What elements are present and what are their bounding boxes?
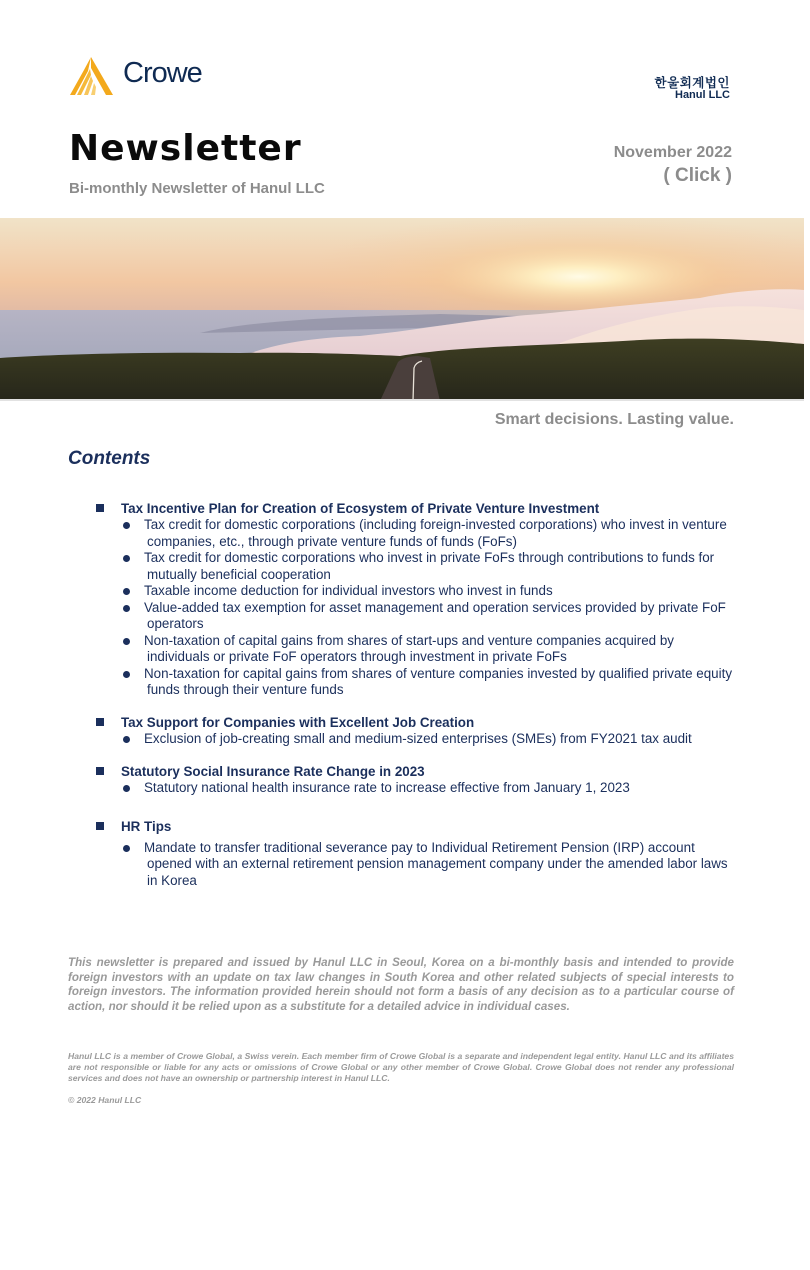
toc-section-title[interactable] (96, 818, 736, 835)
logo-wordmark: Crowe (123, 57, 202, 89)
toc-item (96, 583, 736, 600)
toc-section (96, 763, 736, 797)
toc-item-text: Tax credit for domestic corporations who invest in private FoFs through contributions to funds for mutually beneficial cooperation (144, 550, 715, 582)
toc-section-title-text: HR Tips (121, 818, 172, 834)
toc-item (96, 600, 736, 633)
toc-item (96, 780, 736, 797)
membership-notice: Hanul LLC is a member of Crowe Global, a Swiss verein. Each member firm of Crowe Global is a separate and independent legal entity. Hanul LLC and its affiliates are not responsible or liable for any acts or omissions of Crowe Global or any other member of Crowe Global. Crowe Global does not render any professional services and does not have an ownership or partnership interest in Hanul LLC. (68, 1051, 734, 1083)
toc-item-text: Taxable income deduction for individual investors who invest in funds (144, 583, 553, 598)
toc-item-text: Tax credit for domestic corporations (including foreign-invested corporations) who invest in venture companies, etc., through private venture funds of funds (FoFs) (144, 517, 727, 549)
firm-name-korean: 한울회계법인 (654, 75, 730, 90)
firm-name-english: Hanul LLC (675, 89, 730, 101)
toc-section (96, 818, 736, 890)
issue-info (614, 143, 732, 189)
toc-item (96, 633, 736, 666)
firm-name (655, 76, 730, 101)
round-bullet-icon (123, 605, 130, 612)
round-bullet-icon (123, 785, 130, 792)
toc-section-title-text: Tax Incentive Plan for Creation of Ecosystem of Private Venture Investment (121, 501, 600, 516)
square-bullet-icon (96, 767, 104, 775)
crowe-peak-icon (68, 56, 114, 96)
toc-item (96, 840, 736, 890)
round-bullet-icon (123, 671, 130, 678)
toc-section-title[interactable] (96, 714, 736, 731)
banner-image (0, 218, 804, 401)
toc-section-title[interactable] (96, 763, 736, 780)
issue-date: November 2022 (613, 144, 732, 161)
toc-item-text: Non-taxation of capital gains from shares of start-ups and venture companies acquired by individuals or private FoF operators through investment in private FoFs (144, 632, 674, 664)
table-of-contents (96, 500, 736, 889)
page-subtitle: Bi-monthly Newsletter of Hanul LLC (69, 180, 325, 197)
toc-item-text: Value-added tax exemption for asset management and operation services provided by private FoF operators (144, 599, 726, 631)
disclaimer-text: This newsletter is prepared and issued by Hanul LLC in Seoul, Korea on a bi-monthly basis and intended to provide foreign investors with an update on tax law changes in South Korea and other related subjects of special interests to foreign investors. The information provided herein should not form a basis of any decision as to a particular course of action, nor should it be relied upon as a substitute for a detailed advice in individual cases. (68, 956, 734, 1013)
toc-item (96, 731, 736, 748)
toc-section (96, 714, 736, 748)
square-bullet-icon (96, 822, 104, 830)
round-bullet-icon (123, 638, 130, 645)
square-bullet-icon (96, 718, 104, 726)
round-bullet-icon (123, 555, 130, 562)
toc-section-title-text: Statutory Social Insurance Rate Change in 2023 (121, 764, 425, 779)
copyright: © 2022 Hanul LLC (68, 1095, 142, 1105)
round-bullet-icon (123, 588, 130, 595)
toc-section-title-text: Tax Support for Companies with Excellent Job Creation (121, 714, 475, 730)
tagline: Smart decisions. Lasting value. (494, 411, 734, 428)
round-bullet-icon (123, 845, 130, 852)
toc-item-text: Non-taxation for capital gains from shares of venture companies invested by qualified private equity funds through their venture funds (144, 665, 733, 697)
crowe-logo (68, 55, 218, 97)
toc-item (96, 550, 736, 583)
contents-heading: Contents (68, 448, 151, 469)
toc-item-text: Exclusion of job-creating small and medium-sized enterprises (SMEs) from FY2021 tax audit (144, 730, 692, 746)
toc-section (96, 500, 736, 699)
toc-section-title[interactable] (96, 500, 736, 517)
issue-click-link[interactable]: ( Click ) (663, 165, 732, 186)
page-title: Newsletter (69, 128, 302, 169)
toc-item-text: Statutory national health insurance rate to increase effective from January 1, 2023 (144, 780, 630, 795)
toc-item-text: Mandate to transfer traditional severance pay to Individual Retirement Pension (IRP) account opened with an external retirement pension management company under the amended labor laws in Korea (144, 839, 728, 888)
toc-item (96, 666, 736, 699)
round-bullet-icon (123, 736, 130, 743)
toc-item (96, 517, 736, 550)
round-bullet-icon (123, 522, 130, 529)
square-bullet-icon (96, 504, 104, 512)
